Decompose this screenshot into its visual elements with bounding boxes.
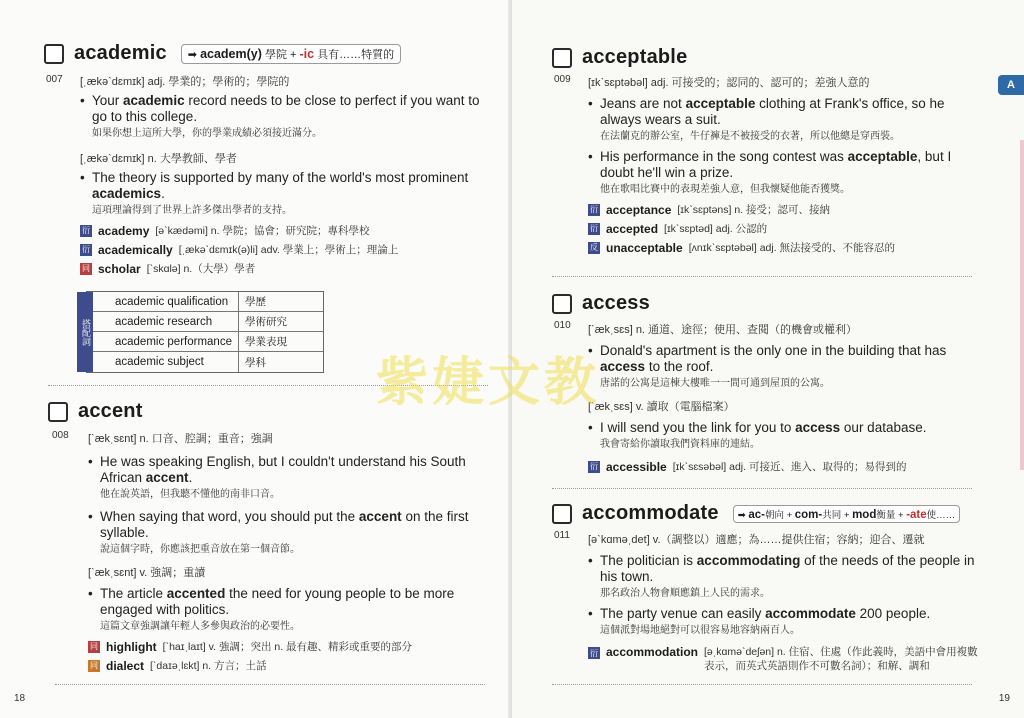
example-sentence: • Jeans are not acceptable clothing at Frank's office, so he always wears a suit. [588,96,988,128]
derivative-item: 衍 accessible [ɪkˋsɛsəbəl] adj. 可接近、進入、取得的；易得到的 [590,459,907,474]
synonym-item: 同 highlight [ˋhaɪˌlaɪt] v. 強調；突出 n. 最有趣、精彩或重要的部分 [90,639,413,654]
derivative-item: 衍 accommodation [əˌkɑməˋdeʃən] n. 住宿、住處（作此義時，美語中會用複數表示，而英式英語則作不可數名詞）；和解、調和 [590,645,978,672]
checkbox-accent[interactable] [48,402,68,422]
entry-body-access [588,318,988,474]
collocation-row: academic subject 學科 [87,352,323,372]
example-sentence: • The politician is accommodating of the needs of the people in his town. [588,553,988,585]
arrow-icon: ➡ [187,48,197,61]
derivative-item: 衍 accepted [ɪkˋsɛptəd] adj. 公認的 [590,221,768,236]
collocation-table [81,291,324,373]
example-translation: 這項理論得到了世界上許多傑出學者的支持。 [92,205,292,216]
example-translation: 這個派對場地絕對可以很容易地容納兩百人。 [600,625,800,636]
antonym-item: 反 unacceptable [ʌnɪkˋsɛptəbəl] adj. 無法接受的、不能容忍的 [590,240,896,255]
headword: accent [78,400,143,422]
example-sentence: • The party venue can easily accommodate 200 people. [588,606,988,622]
arrow-icon: ➡ [737,509,746,521]
synonym-item: 同 dialect [ˋdaɪəˌlɛkt] n. 方言；土話 [90,658,267,673]
example-translation: 如果你想上這所大學，你的學業成績必須接近滿分。 [92,128,322,139]
entry-acceptable [552,46,972,69]
checkbox-acceptable[interactable] [552,48,572,68]
divider [55,684,485,685]
example-translation: 說這個字時，你應該把重音放在第一個音節。 [100,544,300,555]
sense-line: [ˋækˌsɛs] v. 讀取（電腦檔案） [588,401,735,413]
collocation-row: academic qualification 學歷 [87,292,323,312]
example-sentence: • Donald's apartment is the only one in the building that has access to the roof. [588,343,988,375]
entry-accommodate [552,502,992,525]
sense-line: [ˌækəˋdɛmɪk] adj. 學業的；學術的；學院的 [80,76,290,88]
example-translation: 在法蘭克的辦公室，牛仔褲是不被接受的衣著，所以他總是穿西裝。 [600,131,900,142]
collocation-label: 搭配詞 [77,292,93,372]
headword: access [582,292,650,314]
entry-access [552,292,972,315]
divider [552,488,972,489]
word-root-chip: ➡ ac-朝向 + com-共同 + mod衡量 + -ate使…… [733,505,960,523]
collocation-row: academic performance 學業表現 [87,332,323,352]
sense-line: [ˋækˌsɛnt] n. 口音、腔調；重音；強調 [88,433,273,445]
sense-line: [ɪkˋsɛptəbəl] adj. 可接受的；認同的、認可的；差強人意的 [588,77,870,89]
example-translation: 唐諾的公寓是這棟大樓唯一一間可通到屋頂的公寓。 [600,378,830,389]
example-sentence: • When saying that word, you should put the accent on the first syllable. [88,509,483,541]
example-translation: 他在歌唱比賽中的表現差強人意，但我懷疑他能否獲獎。 [600,184,850,195]
sense-line: [ˌækəˋdɛmɪk] n. 大學教師、學者 [80,153,237,165]
word-root-chip: ➡ academ(y) 學院 + -ic 具有……特質的 [181,44,401,64]
page-number: 19 [998,693,1010,704]
example-translation: 我會寄給你讀取我們資料庫的連結。 [600,439,760,450]
derivative-item: 衍 academy [əˋkædəmi] n. 學院；協會；研究院；專科學校 [82,223,370,238]
headword: acceptable [582,46,688,68]
derivative-item: 衍 acceptance [ɪkˋsɛptəns] n. 接受；認可、接納 [590,202,831,217]
example-translation: 他在說英語，但我聽不懂他的南非口音。 [100,489,280,500]
entry-academic [44,42,484,65]
example-translation: 這篇文章強調讓年輕人多參與政治的必要性。 [100,621,300,632]
entry-body-academic [80,70,480,276]
entry-body-accent [88,427,483,673]
derivative-item: 衍 academically [ˌækəˋdɛmɪk(ə)li] adv. 學業上；學術上；理論上 [82,242,399,257]
example-sentence: • His performance in the song contest was acceptable, but I doubt he'll win a prize. [588,149,988,181]
page-edge-marker [1020,140,1024,470]
checkbox-accommodate[interactable] [552,504,572,524]
example-translation: 那名政治人物會順應鎮上人民的需求。 [600,588,770,599]
headword: accommodate [582,502,719,524]
watermark: 紫婕文教 [376,353,601,413]
entry-number: 008 [52,430,69,441]
page-number: 18 [14,693,26,704]
example-sentence: • He was speaking English, but I couldn't understand his South African accent. [88,454,483,486]
entry-body-accommodate [588,528,988,673]
sense-line: [əˋkɑməˌdet] v.（調整以）適應；為……提供住宿；容納；迎合、遷就 [588,534,925,546]
example-sentence: • Your academic record needs to be close to perfect if you want to go to this college. [80,93,480,125]
collocation-row: academic research 學術研究 [87,312,323,332]
example-sentence: • I will send you the link for you to access our database. [588,420,988,436]
entry-number: 010 [554,320,571,331]
entry-body-acceptable [588,71,988,255]
sense-line: [ˋækˌsɛs] n. 通道、途徑；使用、查閱（的機會或權利） [588,324,858,336]
synonym-item: 同 scholar [ˋskɑlə] n.（大學）學者 [82,261,256,276]
alphabet-tab[interactable]: A [998,75,1024,95]
entry-number: 011 [554,530,570,541]
checkbox-access[interactable] [552,294,572,314]
example-sentence: • The theory is supported by many of the world's most prominent academics. [80,170,480,202]
entry-number: 007 [46,74,63,85]
entry-number: 009 [554,74,571,85]
divider [552,684,972,685]
checkbox-academic[interactable] [44,44,64,64]
sense-line: [ˋækˌsɛnt] v. 強調；重讀 [88,567,206,579]
divider [552,276,972,277]
headword: academic [74,42,167,64]
example-sentence: • The article accented the need for young people to be more engaged with politics. [88,586,483,618]
